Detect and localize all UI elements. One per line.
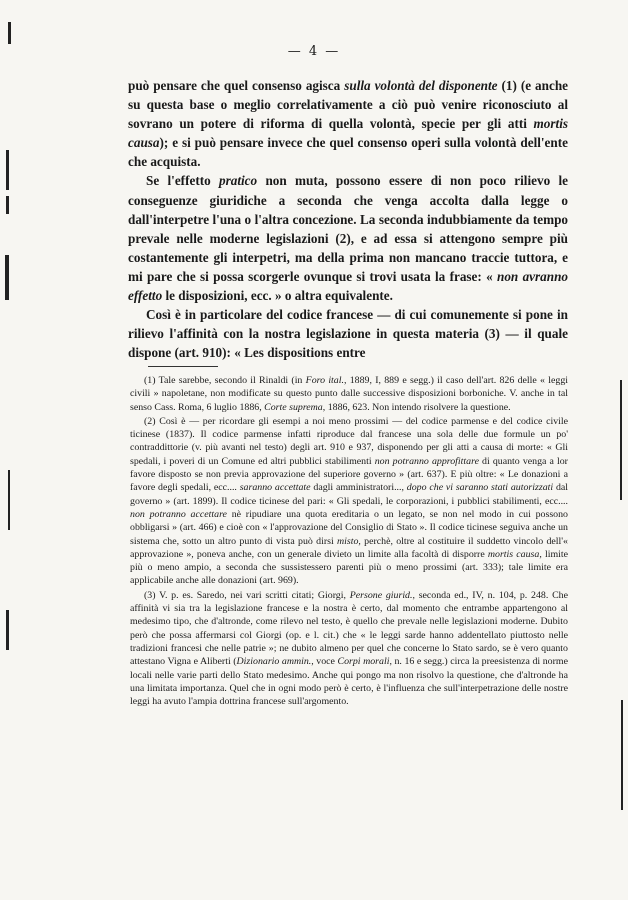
margin-scan-mark (5, 255, 9, 300)
margin-scan-mark (6, 150, 9, 190)
margin-scan-mark (8, 22, 11, 44)
main-text (128, 76, 568, 362)
footnote: (1) Tale sarebbe, secondo il Rinaldi (in Foro ital., 1889, I, 889 e segg.) il caso dell'art. 826 delle « leggi civili » napoletane, non modificate su questo punto dalle successive disposizioni borboniche. V. anche in tal senso Cass. Roma, 6 luglio 1886, Corte suprema, 1886, 623. Non intendo risolvere la questione. (130, 375, 568, 413)
margin-scan-mark (6, 610, 9, 650)
paragraph: Così è in particolare del codice francese — di cui comunemente si pone in rilievo l'affinità con la nostra legislazione in questa materia (3) — il quale dispone (art. 910): « Les dispositions entre (128, 307, 568, 361)
footnote: (2) Così è — per ricordare gli esempi a noi meno prossimi — del codice parmense e del codice civile ticinese (1837). Il codice parmense infatti riproduce dal francese una sola delle due formule un po' contraddittorie (v. più avanti nel testo) degli art. 910 e 937, disponendo per gli atti a causa di morte: « Gli spedali, i poveri di un Comune ed altri pubblici stabilimenti non potranno approfittare di quanto venga a lor favore disposto se non previa approvazione del superiore governo » (art. 637). E più oltre: « Le donazioni a favore degli spedali, ecc.... saranno accettate dagli amministratori..., dopo che vi saranno stati autorizzati dal governo » (art. 1899). Il codice ticinese del pari: « Gli spedali, le corporazioni, i pubblici stabilimenti, ecc.... non potranno accettare nè ripudiare una quota ereditaria o un legato, se non nel modo in cui possono obbligarsi » (art. 466) e cioè con « l'approvazione del Consiglio di Stato ». Il codice ticinese seguiva anche un sistema che, sotto un altro punto di vista può dirsi misto, perchè, oltre al costituire il suddetto vincolo dell'« approvazione », poneva anche, con un generale divieto un limite alla facoltà di disporre mortis causa, limite più o meno ampio, a seconda che sussistessero parenti più o meno prossimi (art. 333); tale limite era applicabile anche alle donazioni (art. 969). (130, 415, 569, 587)
footnotes (130, 374, 568, 709)
margin-scan-mark (620, 380, 622, 500)
margin-scan-mark (6, 196, 9, 214)
paragraph: può pensare che quel consenso agisca sulla volontà del disponente (1) (e anche su questa base o meglio correlativamente a ciò può venire riconosciuto al sovrano un potere di riforma di quella volontà, specie per gli atti mortis causa); e si può pensare invece che quel consenso operi sulla volontà dell'ente che acquista. (128, 78, 569, 170)
footnote: (3) V. p. es. Saredo, nei vari scritti citati; Giorgi, Persone giurid., seconda ed., IV, n. 104, p. 248. Che affinità vi sia tra la legislazione francese e la nostra è certo, dal momento che entrambe appartengono al medesimo tipo, che d'altronde, come rilevo nel testo, è quello che prevale nelle legislazioni moderne. Dubito però che possa affermarsi col Giorgi (op. e l. cit.) che « le leggi sarde hanno addentellato piuttosto nelle tradizioni francesi che nelle patrie »; ne dubito almeno per quel che concerne lo Stato sardo, se è vero quanto attestano Vigna e Aliberti (Dizionario ammin., voce Corpi morali, n. 16 e segg.) circa la preesistenza di norme locali nelle varie parti dello Stato medesimo. Anche qui pongo ma non risolvo la questione, che d'altronde ha una limitata importanza. Quel che in ogni modo però è certo, è l'influenza che sull'interpetrazione delle nostre leggi ha avuto l'ampia dottrina francese sull'argomento. (130, 589, 568, 708)
footnote-separator (148, 366, 218, 367)
margin-scan-mark (621, 700, 623, 810)
paragraph: Se l'effetto pratico non muta, possono essere di non poco rilievo le conseguenze giuridiche a seconda che venga accolta dalla legge o dall'interpetre l'una o l'altra concezione. La seconda indubbiamente da tempo prevale nelle moderne legislazioni (2), e ad essa si attengono sempre più costantemente gli interpetri, ma della prima non mancano traccie tuttora, e mi pare che si possa scorgerle ovunque si trovi usata la frase: « non avranno effetto le disposizioni, ecc. » o altra equivalente. (128, 173, 568, 304)
margin-scan-mark (8, 470, 10, 530)
page-number: — 4 — (287, 44, 341, 59)
